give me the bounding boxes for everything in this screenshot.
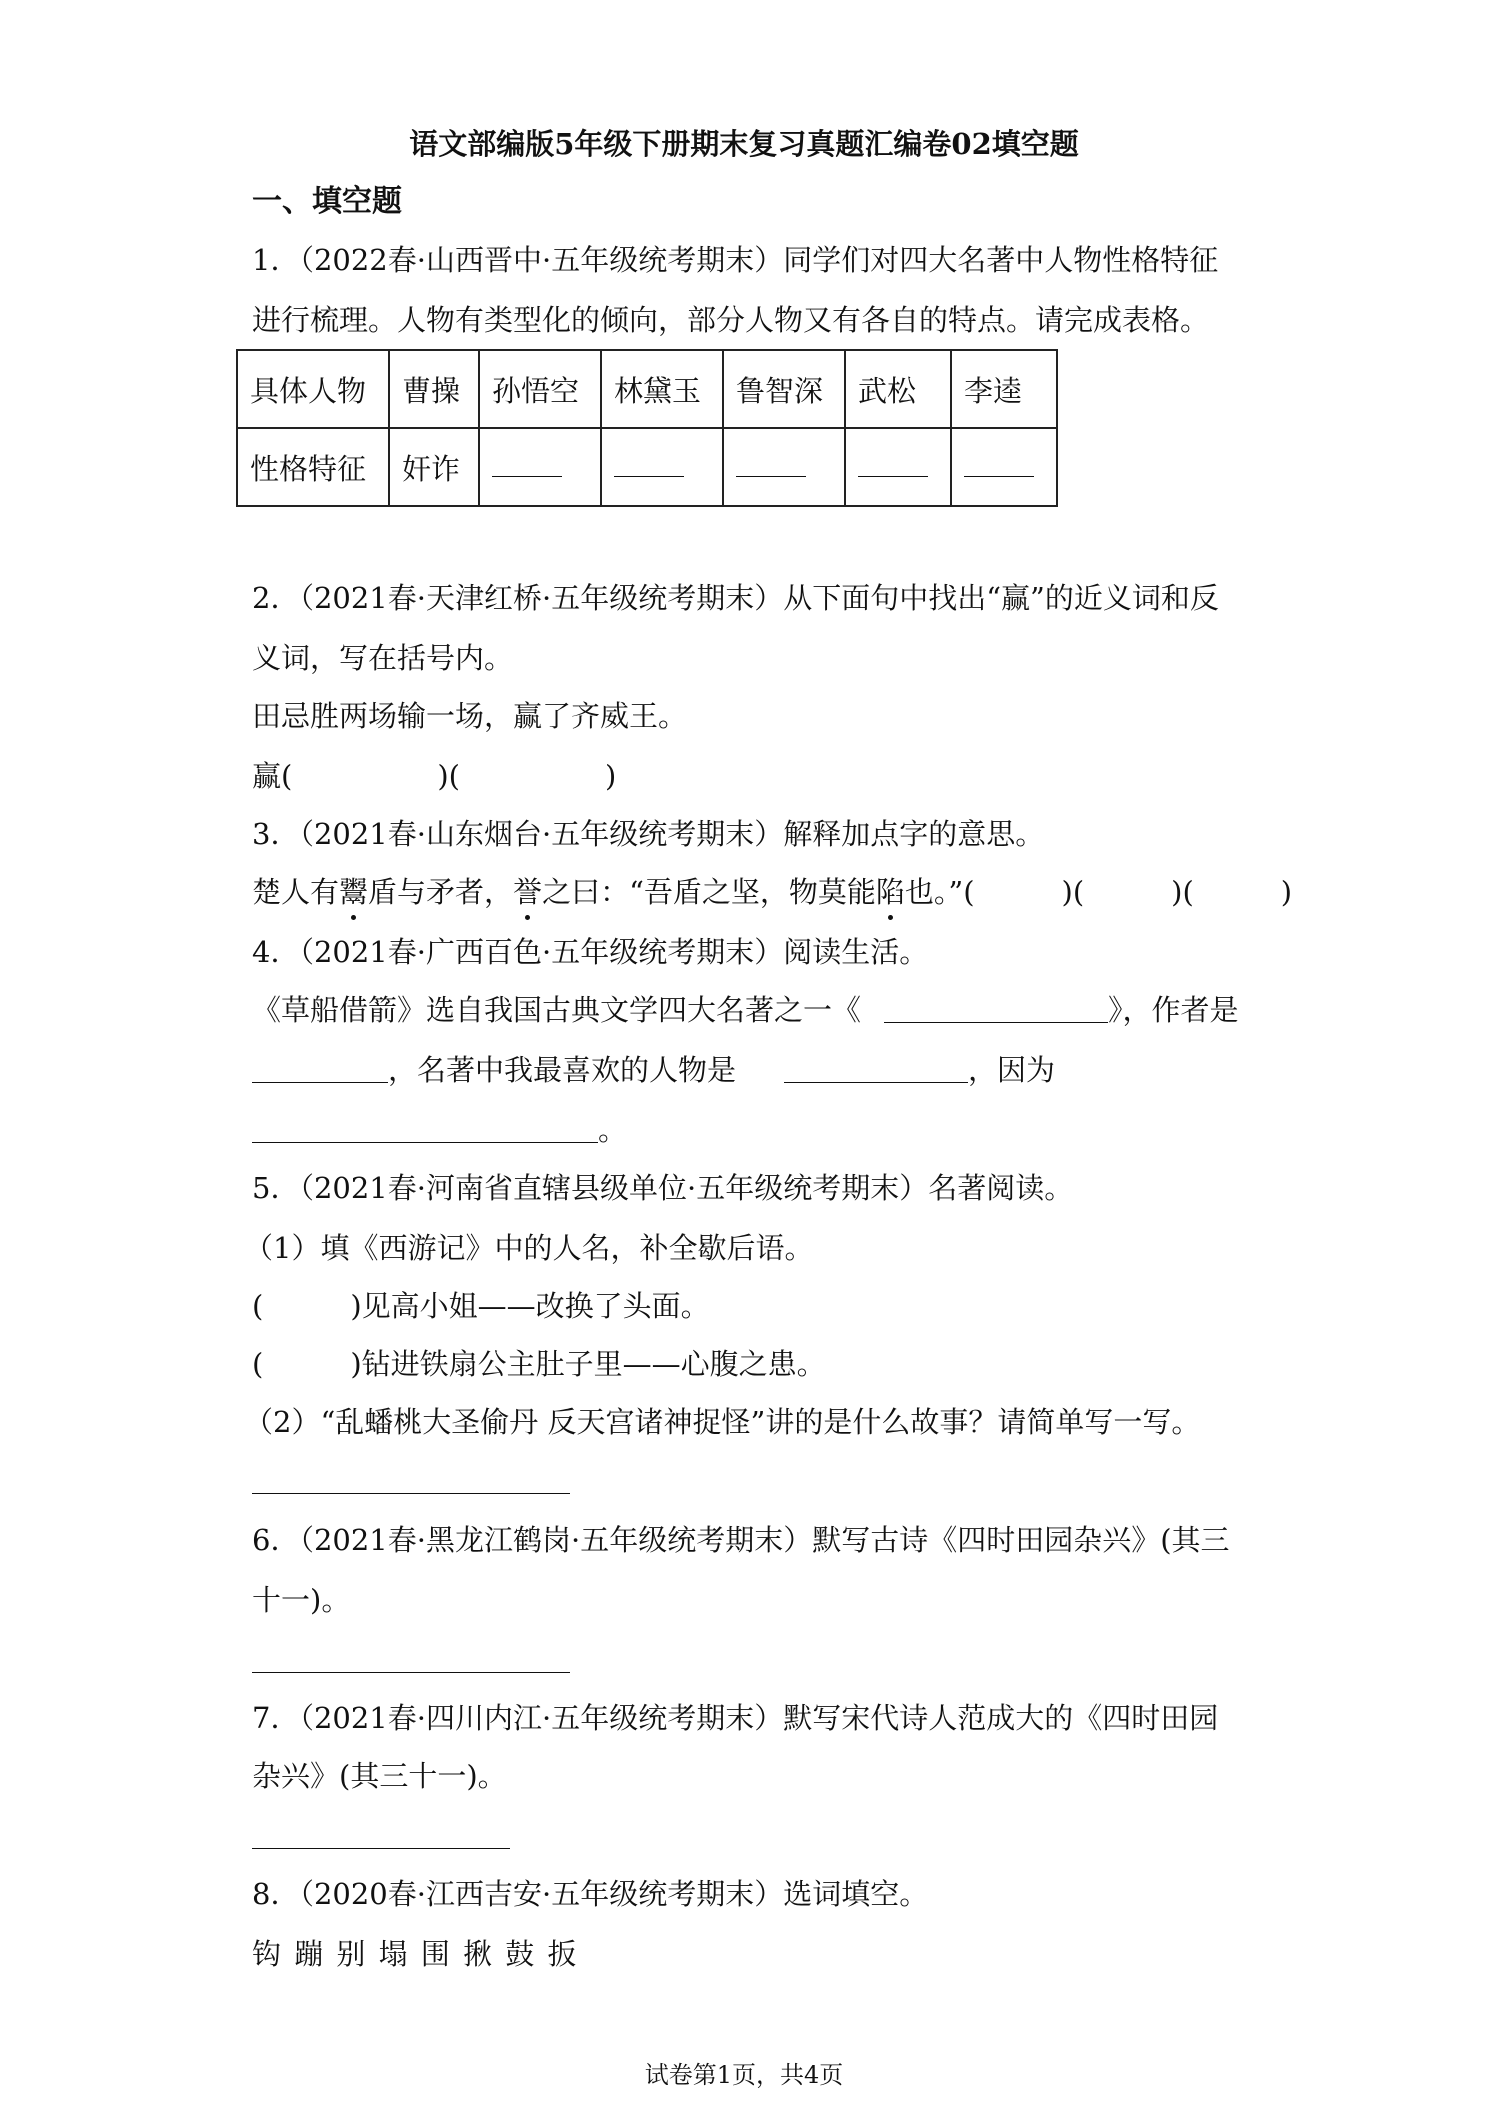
- q5-sub-2: （2）“乱蟠桃大圣偷丹 反天宫诸神捉怪”讲的是什么故事？请简单写一写。: [244, 1405, 1201, 1439]
- table-row: [237, 350, 1057, 428]
- table-cell: 鲁智深: [723, 350, 845, 428]
- answer-blank-cell[interactable]: [601, 428, 723, 506]
- q2-sentence: 田忌胜两场输一场，赢了齐威王。: [252, 699, 688, 733]
- table-cell: 曹操: [389, 350, 479, 428]
- table-row: [237, 428, 1057, 506]
- q5-sub-1: （1）填《西游记》中的人名，补全歇后语。: [244, 1231, 814, 1265]
- page-footer: 试卷第1页，共4页: [644, 2061, 844, 2089]
- q8-word-bank: 钩 蹦 别 塌 围 揪 鼓 扳: [252, 1937, 579, 1971]
- q2-answer-brackets[interactable]: 赢( )( ): [252, 759, 617, 793]
- q8-line-1: 8．（2020春·江西吉安·五年级统考期末）选词填空。: [252, 1877, 929, 1911]
- q7-line-1: 7．（2021春·四川内江·五年级统考期末）默写宋代诗人范成大的《四时田园: [252, 1701, 1219, 1735]
- answer-blank-line[interactable]: [252, 1142, 598, 1143]
- q3-sentence: 楚人有鬻盾与矛者，誉之曰：“吾盾之坚，物莫能陷也。”( )( )( ): [252, 872, 1292, 912]
- answer-blank-line[interactable]: [252, 1082, 388, 1083]
- answer-blank-line[interactable]: [884, 1022, 1108, 1023]
- document-title: 语文部编版5年级下册期末复习真题汇编卷02填空题: [409, 127, 1079, 161]
- table-cell: 具体人物: [237, 350, 389, 428]
- q7-line-2: 杂兴》(其三十一)。: [252, 1759, 507, 1793]
- q1-line-1: 1．（2022春·山西晋中·五年级统考期末）同学们对四大名著中人物性格特征: [252, 243, 1219, 277]
- character-trait-table: [236, 349, 1058, 507]
- dotted-char: 誉: [513, 872, 542, 912]
- section-heading: 一、填空题: [252, 184, 402, 219]
- q5-item-1[interactable]: ( )见高小姐——改换了头面。: [252, 1289, 710, 1323]
- answer-blank-line[interactable]: [252, 1672, 570, 1673]
- answer-blank-cell[interactable]: [951, 428, 1057, 506]
- table-cell: 奸诈: [389, 428, 479, 506]
- q5-line-1: 5．（2021春·河南省直辖县级单位·五年级统考期末）名著阅读。: [252, 1171, 1074, 1205]
- answer-blank-cell[interactable]: [723, 428, 845, 506]
- answer-blank-cell[interactable]: [845, 428, 951, 506]
- q2-line-1: 2．（2021春·天津红桥·五年级统考期末）从下面句中找出“赢”的近义词和反: [252, 581, 1219, 615]
- q4-line-2-start: 《草船借箭》选自我国古典文学四大名著之一《: [252, 993, 862, 1027]
- answer-blank-line[interactable]: [252, 1848, 510, 1849]
- answer-blank-line[interactable]: [252, 1493, 570, 1494]
- table-cell: 李逵: [951, 350, 1057, 428]
- dotted-char: 陷: [876, 872, 905, 912]
- answer-blank-cell[interactable]: [479, 428, 601, 506]
- table-cell: 武松: [845, 350, 951, 428]
- q4-line-4-end: 。: [598, 1113, 628, 1147]
- answer-blank-line[interactable]: [784, 1082, 968, 1083]
- table-cell: 孙悟空: [479, 350, 601, 428]
- q4-line-3-end: ，因为: [968, 1053, 1056, 1087]
- q6-line-2: 十一)。: [252, 1583, 351, 1617]
- q1-line-2: 进行梳理。人物有类型化的倾向，部分人物又有各自的特点。请完成表格。: [252, 303, 1210, 337]
- dotted-char: 鬻: [339, 872, 368, 912]
- table-cell: 性格特征: [237, 428, 389, 506]
- q4-line-1: 4．（2021春·广西百色·五年级统考期末）阅读生活。: [252, 935, 929, 969]
- q2-line-2: 义词，写在括号内。: [252, 641, 514, 675]
- q3-line-1: 3．（2021春·山东烟台·五年级统考期末）解释加点字的意思。: [252, 817, 1045, 851]
- table-cell: 林黛玉: [601, 350, 723, 428]
- q5-item-2[interactable]: ( )钻进铁扇公主肚子里——心腹之患。: [252, 1347, 826, 1381]
- q4-line-3-start: ，名著中我最喜欢的人物是: [388, 1053, 737, 1087]
- q4-line-2-end: 》，作者是: [1108, 993, 1239, 1027]
- q6-line-1: 6．（2021春·黑龙江鹤岗·五年级统考期末）默写古诗《四时田园杂兴》(其三: [252, 1523, 1230, 1557]
